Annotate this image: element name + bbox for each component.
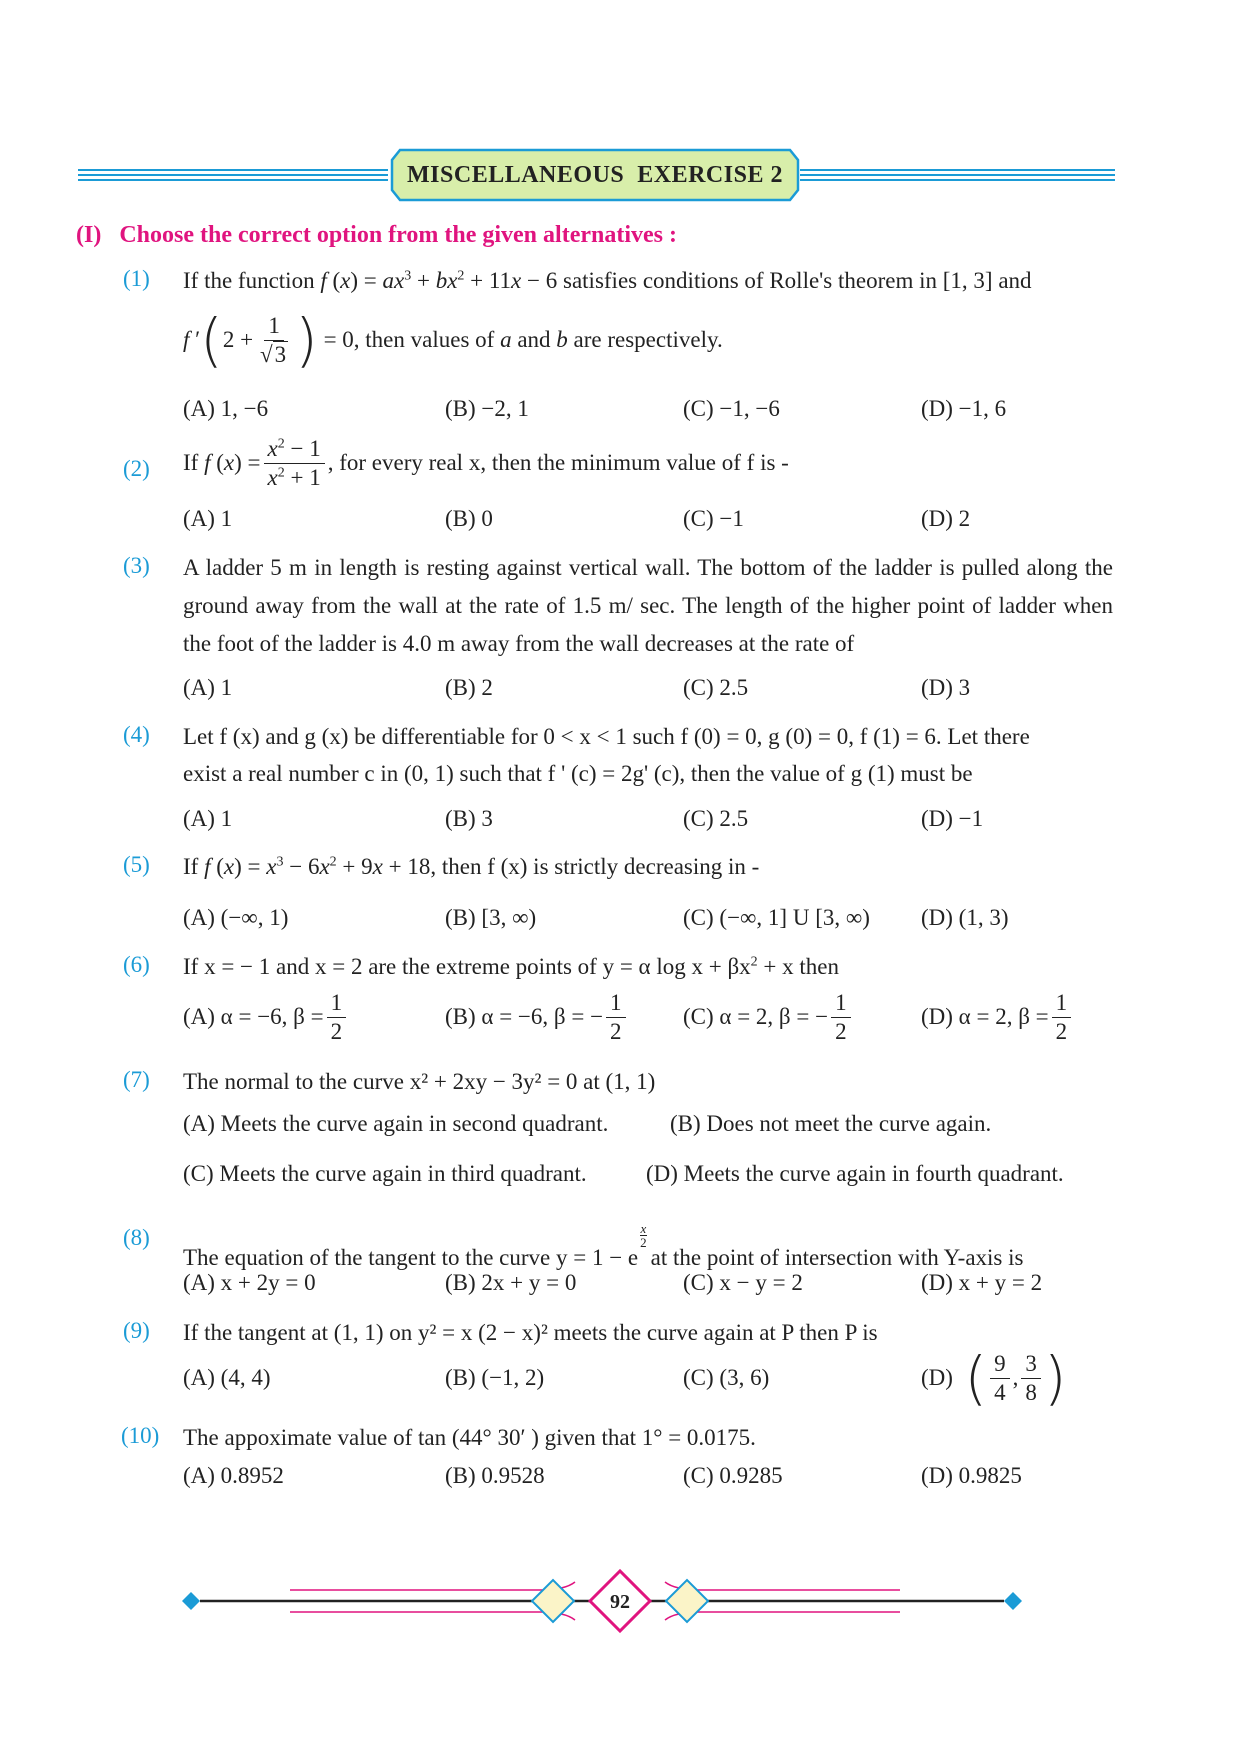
section-heading: [76, 222, 677, 249]
question-number: (10): [121, 1423, 160, 1448]
option-b[interactable]: (B) (−1, 2): [445, 1365, 545, 1390]
question-text: If f $(x) = x^3 - 6x^2 + 9x + 18$, then f (x) is strictly decreasing in -: [183, 854, 760, 879]
option-d[interactable]: (D) 3: [921, 675, 971, 700]
question-number: (9): [123, 1318, 150, 1343]
option-d[interactable]: (D) α = 2, β = $\frac{1}{2}$: [921, 986, 1074, 1048]
question-number: (5): [123, 852, 150, 877]
option-a[interactable]: (A) (4, 4): [183, 1365, 271, 1390]
question-text: The equation of the tangent to the curve $y = 1 - e\frac{x}{2}at$ the point of intersection with Y-axis is: [183, 1221, 1024, 1270]
option-b[interactable]: (B) Does not meet the curve again.: [670, 1111, 992, 1136]
option-c[interactable]: (C) Meets the curve again in third quadrant.: [183, 1161, 587, 1186]
option-a[interactable]: (A) 1, −6: [183, 396, 269, 421]
option-c[interactable]: (C) (−∞, 1] U [3, ∞): [683, 905, 870, 930]
option-c[interactable]: (C) 2.5: [683, 806, 749, 831]
question-text: If x = − 1 and x = 2 are the extreme points of y = α $\log x + \beta x^2 + x$ then: [183, 954, 839, 979]
option-b[interactable]: (B) 0.9528: [445, 1463, 545, 1488]
question-number: (4): [123, 722, 150, 747]
page-number: 92: [610, 1591, 630, 1613]
option-d[interactable]: (D) Meets the curve again in fourth quadrant.: [646, 1161, 1064, 1186]
section-instruction: Choose the correct option from the given alternatives :: [119, 222, 677, 248]
page-title: MISCELLANEOUS EXERCISE 2: [407, 161, 783, 188]
question-text: If the tangent at (1, 1) on y² = x (2 − x)² meets the curve again at P then P is: [183, 1320, 878, 1345]
option-b[interactable]: (B) α = −6, β = − $\frac{1}{2}$: [445, 986, 629, 1048]
question-text: The normal to the curve x² + 2xy − 3y² = 0 at (1, 1): [183, 1069, 656, 1094]
option-c[interactable]: (C) x − y = 2: [683, 1270, 803, 1295]
option-a[interactable]: (A) 1: [183, 806, 233, 831]
option-a[interactable]: (A) 0.8952: [183, 1463, 284, 1488]
option-a[interactable]: (A) 1: [183, 675, 233, 700]
question-text: The appoximate value of tan (44° 30′ ) given that 1° = 0.0175.: [183, 1425, 756, 1450]
question-text: If f ( x ) = $\frac{x^2 - 1}{x^2 + 1}$ , for every real x, then the minimum value of f is -: [183, 435, 789, 490]
question-text-line-2: exist a real number c in (0, 1) such that f ' (c) = 2g' (c), then the value of g (1) must be: [183, 761, 973, 786]
option-a[interactable]: (A) α = −6, β = $\frac{1}{2}$: [183, 986, 349, 1048]
option-b[interactable]: (B) 0: [445, 506, 493, 531]
option-a[interactable]: (A) (−∞, 1): [183, 905, 289, 930]
section-label: (I): [76, 222, 102, 248]
option-d[interactable]: (D) −1, 6: [921, 396, 1007, 421]
option-b[interactable]: (B) 2: [445, 675, 493, 700]
option-b[interactable]: (B) 2x + y = 0: [445, 1270, 577, 1295]
option-b[interactable]: (B) 3: [445, 806, 493, 831]
option-d[interactable]: (D) x + y = 2: [921, 1270, 1043, 1295]
option-c[interactable]: (C) −1, −6: [683, 396, 780, 421]
option-d[interactable]: (D) ( $\frac{9}{4}$ , $\frac{3}{8}$ ): [921, 1344, 1067, 1412]
option-b[interactable]: (B) −2, 1: [445, 396, 529, 421]
option-d[interactable]: (D) 0.9825: [921, 1463, 1022, 1488]
question-number: (2): [123, 456, 150, 481]
question-formula: f ′ ( 2 + $\frac{1}{√3}$ ) = 0, then values of a and b are respectively.: [183, 306, 723, 374]
option-c[interactable]: (C) (3, 6): [683, 1365, 770, 1390]
question-number: (6): [123, 952, 150, 977]
option-a[interactable]: (A) x + 2y = 0: [183, 1270, 316, 1295]
question-number: (8): [123, 1225, 150, 1250]
option-d[interactable]: (D) 2: [921, 506, 971, 531]
option-b[interactable]: (B) [3, ∞): [445, 905, 537, 930]
option-a[interactable]: (A) 1: [183, 506, 233, 531]
option-c[interactable]: (C) 0.9285: [683, 1463, 783, 1488]
option-c[interactable]: (C) 2.5: [683, 675, 749, 700]
question-text: If the function f $(x) = ax^3 + bx^2 + 11x - 6$ satisfies conditions of Rolle's theorem in [1, 3] and: [183, 268, 1032, 293]
option-c[interactable]: (C) −1: [683, 506, 744, 531]
option-c[interactable]: (C) α = 2, β = − $\frac{1}{2}$: [683, 986, 854, 1048]
option-d[interactable]: (D) −1: [921, 806, 984, 831]
question-number: (7): [123, 1067, 150, 1092]
question-number: (1): [123, 266, 150, 291]
question-text-line-1: Let f (x) and g (x) be differentiable for 0 < x < 1 such f (0) = 0, g (0) = 0, f (1) = 6. Let there: [183, 724, 1030, 749]
option-d[interactable]: (D) (1, 3): [921, 905, 1009, 930]
question-number: (3): [123, 553, 150, 578]
option-a[interactable]: (A) Meets the curve again in second quadrant.: [183, 1111, 609, 1136]
question-text: A ladder 5 m in length is resting against vertical wall. The bottom of the ladder is pulled along the ground away from the wall at the rate of 1.5 m/ sec. The length of the higher point of ladder when the foot of the ladder is 4.0 m away from the wall decreases at the rate of: [183, 555, 1113, 656]
